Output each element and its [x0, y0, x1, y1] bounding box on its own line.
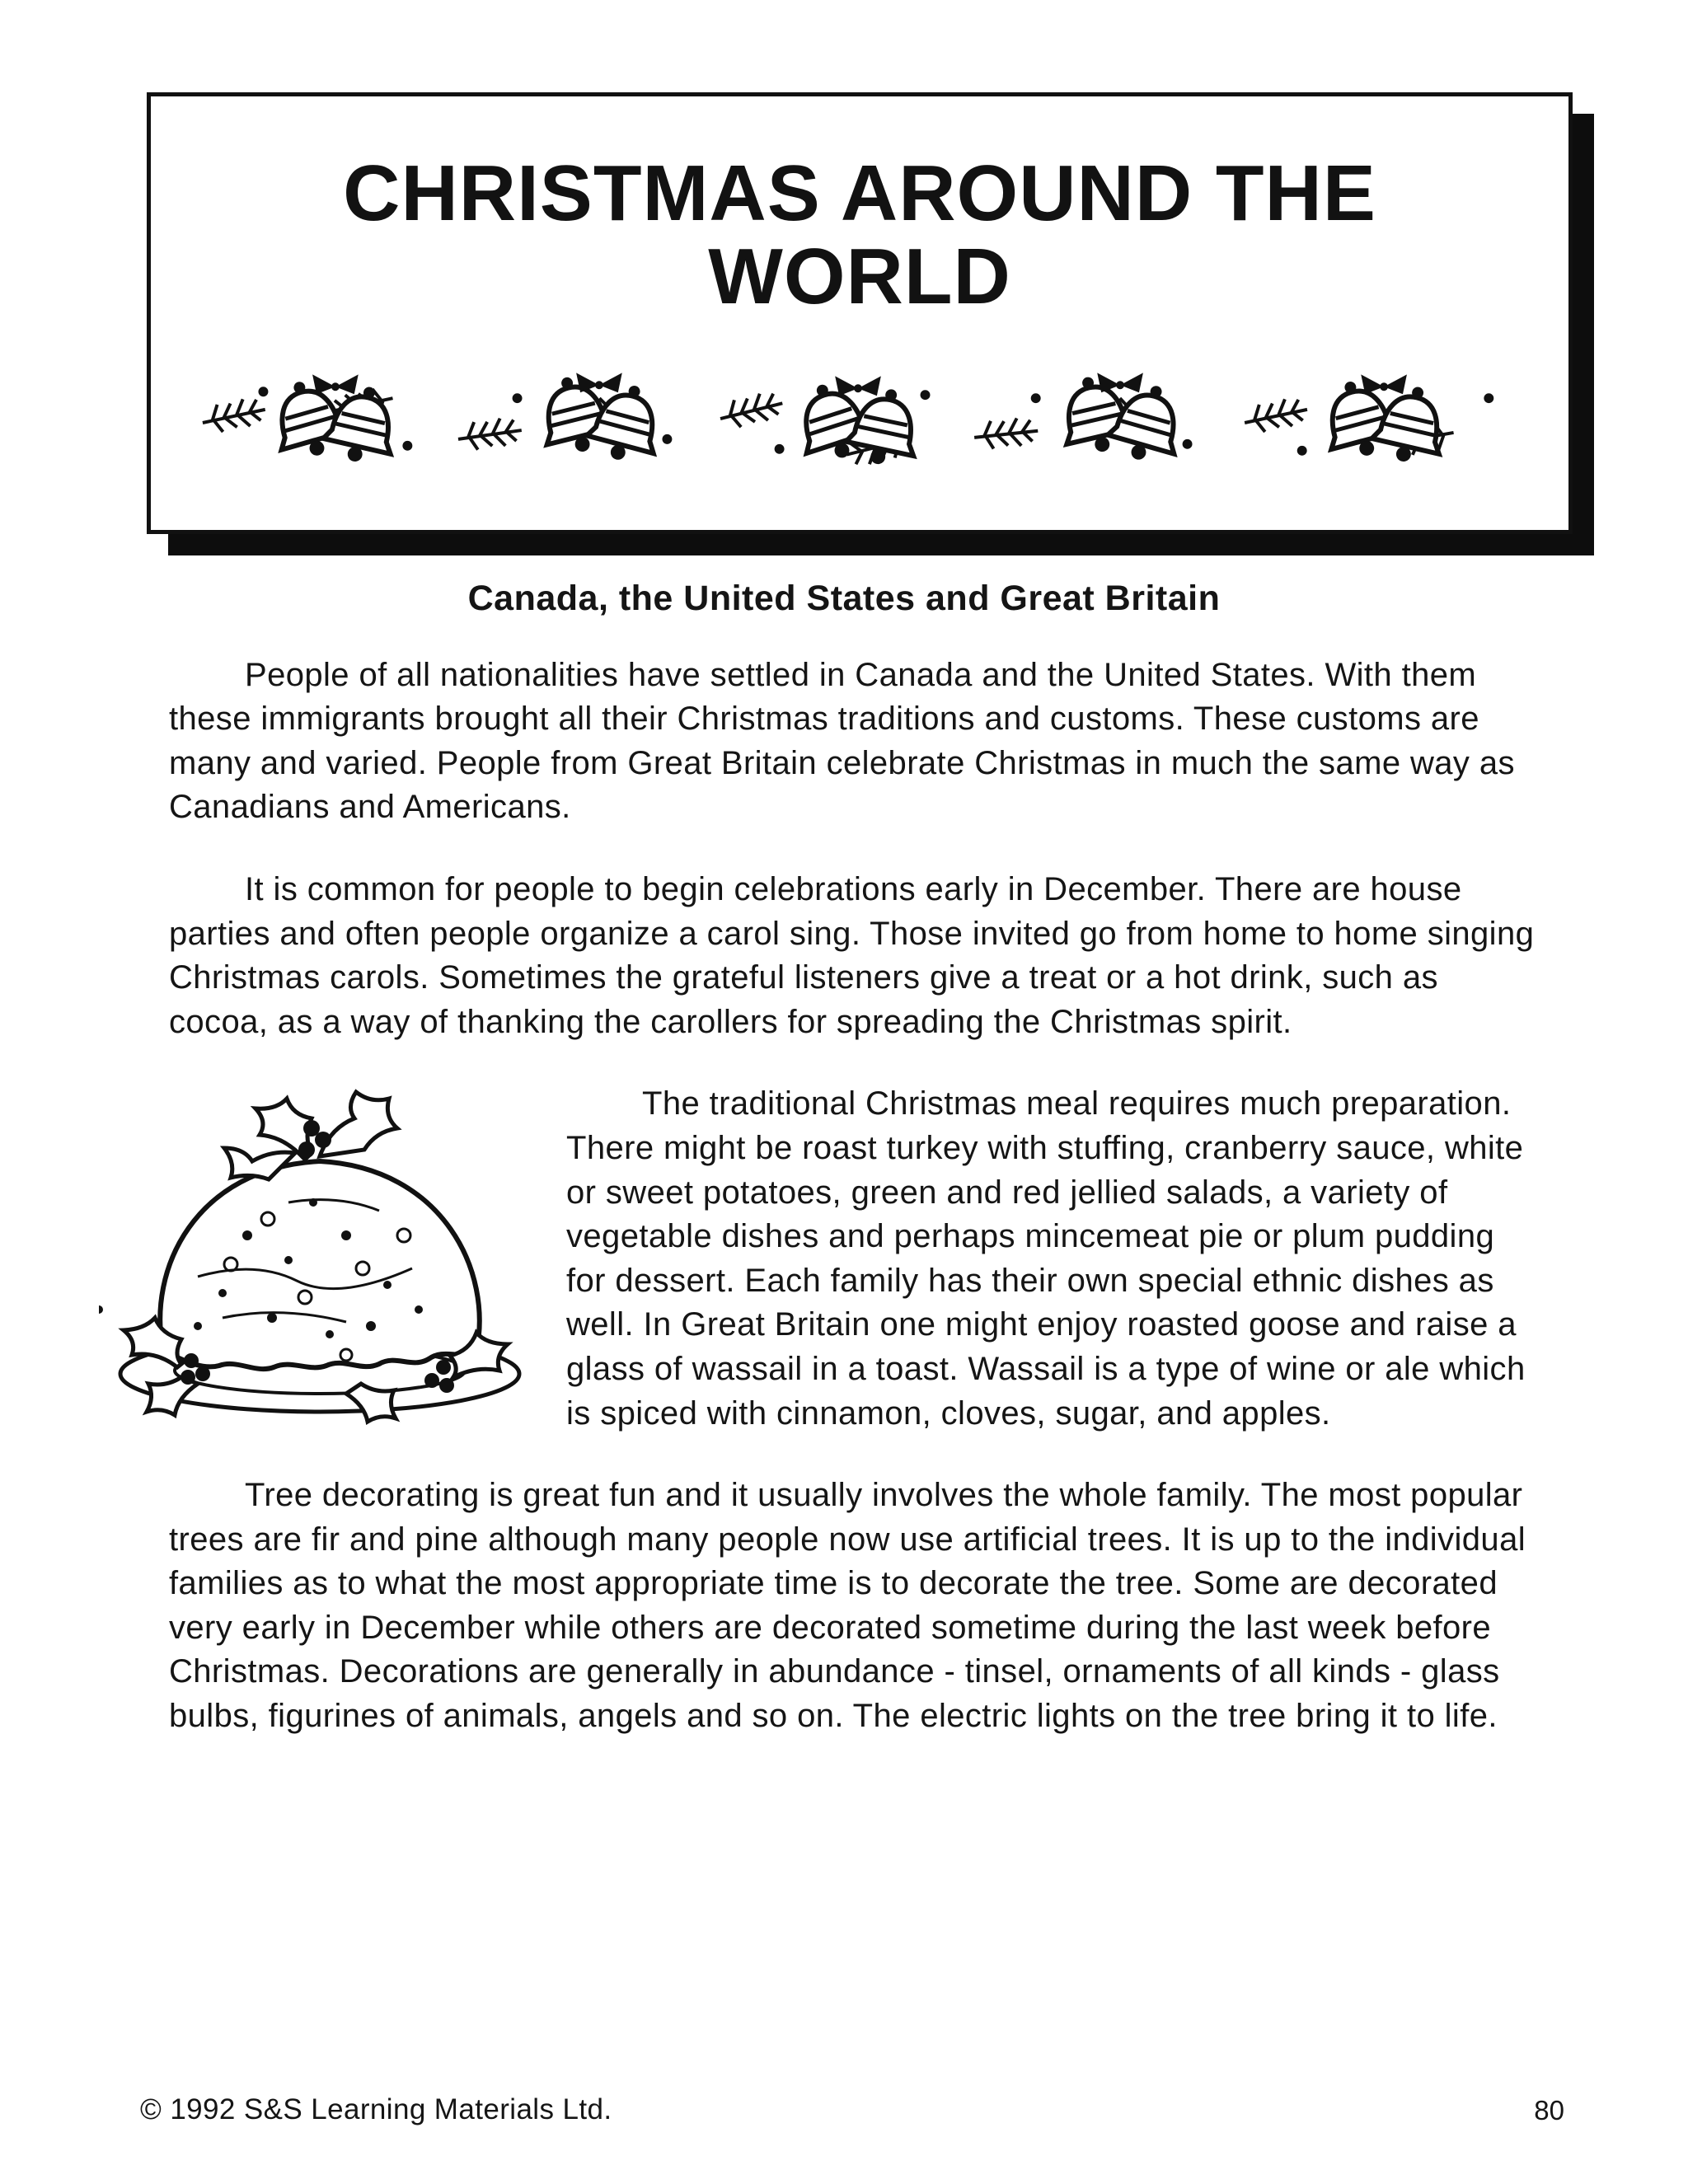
paragraph-1: People of all nationalities have settled in Canada and the United States. With them these immigrants brought all their Christmas traditions and customs. These customs are many and varied. People from Great Britain celebrate Christmas in much the same way as Canadians and Americans.	[169, 656, 1515, 826]
copyright-line: © 1992 S&S Learning Materials Ltd.	[140, 2093, 612, 2125]
paragraph-3: The traditional Christmas meal requires much preparation. There might be roast turkey with stuffing, cranberry sauce, white or sweet potatoes, green and red jellied salads, a variety of vegetable dishes and perhaps mincemeat pie or plum pudding for dessert. Each family has their own special ethnic dishes as well. In Great Britain one might enjoy roasted goose and raise a glass of wassail in a toast. Wassail is a type of wine or ale which is spiced with cinnamon, cloves, sugar, and apples.	[566, 1085, 1526, 1432]
paragraph-4: Tree decorating is great fun and it usually involves the whole family. The most popular trees are fir and pine although many people now use artificial trees. It is up to the individual families as to what the most appropriate time is to decorate the tree. Some are decorated very early in December while others are decorated sometime during the last week before Christmas. Decorations are generally in abundance - tinsel, ornaments of all kinds - glass bulbs, figurines of animals, angels and so on. The electric lights on the tree bring it to life.	[169, 1477, 1526, 1735]
page-number: 80	[1534, 2095, 1564, 2125]
christmas-pudding-illustration	[99, 1071, 548, 1425]
page-footer	[140, 2093, 1564, 2126]
header-banner-wrap	[147, 92, 1573, 534]
paragraph-3-block	[169, 1082, 1536, 1436]
bells-garland-illustration	[188, 340, 1531, 505]
subtitle: Canada, the United States and Great Britain	[467, 578, 1221, 618]
title-banner	[147, 92, 1573, 534]
page-title: CHRISTMAS AROUND THE WORLD	[343, 149, 1376, 321]
document-page	[0, 92, 1688, 2184]
document-body	[169, 654, 1536, 1739]
paragraph-2: It is common for people to begin celebrations early in December. There are house parties and often people organize a carol sing. Those invited go from home to home singing Christmas carols. Sometimes the grateful listeners give a treat or a hot drink, such as cocoa, as a way of thanking the carollers for spreading the Christmas spirit.	[169, 870, 1535, 1040]
